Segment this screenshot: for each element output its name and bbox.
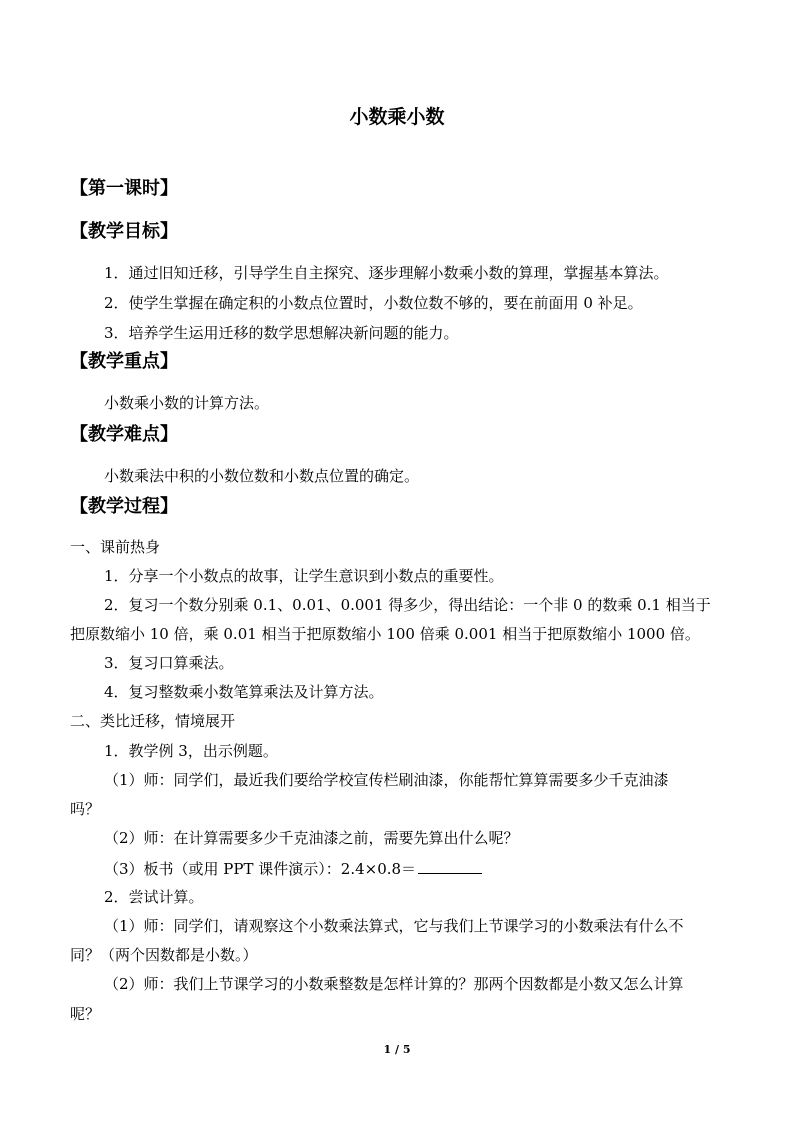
process-item: 2．尝试计算。 — [104, 888, 204, 906]
process-item: 同？（两个因数都是小数。） — [70, 946, 258, 964]
process-item: 呢？ — [70, 1005, 101, 1023]
section-title: 二、类比迁移，情境展开 — [70, 712, 236, 730]
process-item: 吗？ — [70, 800, 101, 818]
process-item: （2）师：我们上节课学习的小数乘整数是怎样计算的？那两个因数都是小数又怎么计算 — [104, 975, 684, 993]
process-item: （1）师：同学们，最近我们要给学校宣传栏刷油漆，你能帮忙算算需要多少千克油漆 — [104, 771, 669, 789]
process-item: （1）师：同学们，请观察这个小数乘法算式，它与我们上节课学习的小数乘法有什么不 — [104, 917, 684, 935]
heading-key-points: 【教学重点】 — [70, 351, 178, 372]
objective-item: 2．使学生掌握在确定积的小数点位置时，小数位数不够的，要在前面用 0 补足。 — [104, 294, 643, 312]
process-item: 2．复习一个数分别乘 0.1、0.01、0.001 得多少，得出结论：一个非 0 的数乘 0.1 相当于 — [104, 596, 711, 614]
process-item: 4．复习整数乘小数笔算乘法及计算方法。 — [104, 683, 384, 701]
process-item: 把原数缩小 10 倍，乘 0.01 相当于把原数缩小 100 倍乘 0.001 相当于把原数缩小 1000 倍。 — [70, 625, 700, 643]
objective-item: 3．培养学生运用迁移的数学思想解决新问题的能力。 — [104, 324, 459, 342]
key-points-text: 小数乘小数的计算方法。 — [104, 394, 270, 412]
process-item-equation — [104, 857, 482, 880]
heading-difficulties: 【教学难点】 — [70, 424, 178, 445]
process-item: 1．教学例 3，出示例题。 — [104, 742, 278, 760]
process-item: （2）师：在计算需要多少千克油漆之前，需要先算出什么呢？ — [104, 829, 519, 847]
heading-objectives: 【教学目标】 — [70, 221, 178, 242]
page-number: 1 / 5 — [383, 1043, 411, 1056]
process-item: 1．分享一个小数点的故事，让学生意识到小数点的重要性。 — [104, 567, 504, 585]
equation-text: （3）板书（或用 PPT 课件演示）：2.4×0.8＝ — [104, 860, 417, 878]
document-title: 小数乘小数 — [349, 106, 445, 128]
heading-period: 【第一课时】 — [70, 178, 178, 199]
section-title: 一、课前热身 — [70, 538, 161, 556]
process-item: 3．复习口算乘法。 — [104, 654, 234, 672]
heading-process: 【教学过程】 — [70, 496, 178, 517]
answer-blank — [418, 857, 482, 874]
difficulties-text: 小数乘法中积的小数位数和小数点位置的确定。 — [104, 467, 420, 485]
objective-item: 1．通过旧知迁移，引导学生自主探究、逐步理解小数乘小数的算理，掌握基本算法。 — [104, 264, 669, 282]
